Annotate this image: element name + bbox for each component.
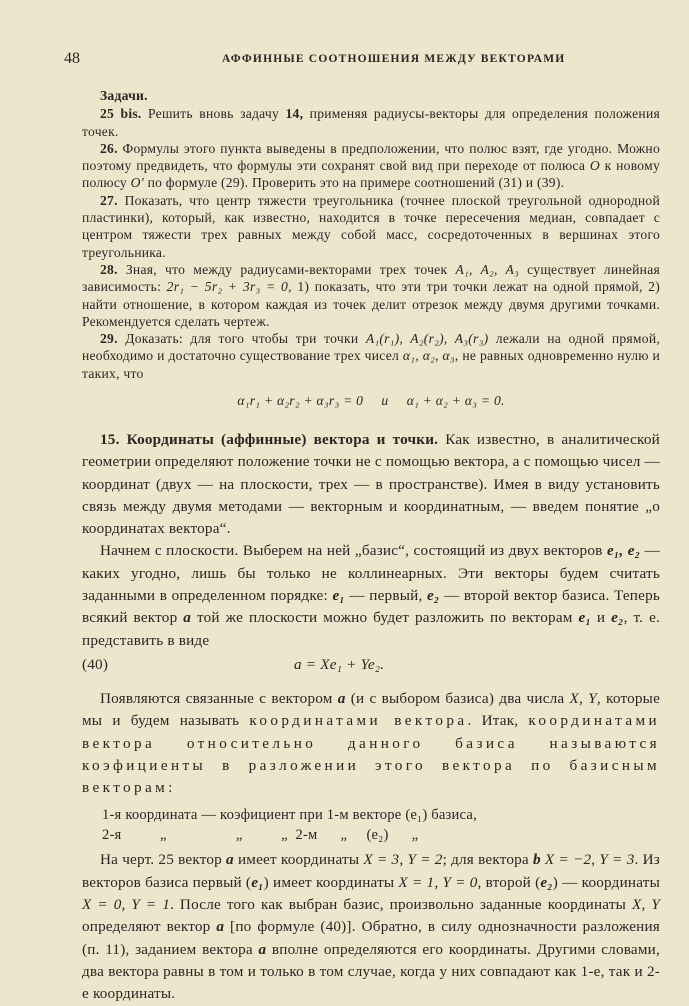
- math: a: [258, 940, 267, 958]
- math: e₁: [251, 873, 264, 891]
- text: (и с выбором базиса) два числа: [345, 689, 570, 707]
- math: a: [337, 689, 346, 707]
- paragraph-coordinates: [82, 688, 660, 799]
- list-item: 1-я координата — коэфициент при 1-м векторе (e₁) базиса,: [102, 807, 477, 824]
- math: X, Y: [569, 689, 597, 707]
- problem-number: 28.: [100, 261, 118, 277]
- paragraph-basis: [82, 540, 660, 651]
- text: Как известно, в аналитической геометрии определяют положение точки не с помощью вектора, а с помощью чисел — координат (двух — на плоскости, трех — в пространстве). Имея в виду установить связь между двумя методами — векторным и координатным, — введем понятие „о координатах вектора“.: [82, 431, 660, 538]
- math: e₂: [426, 587, 440, 605]
- problem-28: [82, 261, 660, 330]
- problem-ref: 14,: [285, 106, 304, 122]
- text: лежали на одной прямой, необходимо и достаточно существование трех чисел: [82, 331, 660, 364]
- math: X = 0, Y = 1: [82, 896, 171, 914]
- text: Решить вновь задачу: [141, 106, 286, 122]
- math: O: [589, 158, 600, 174]
- text: Доказать: для того чтобы три точки: [117, 331, 366, 347]
- text: . Из векторов базиса первый (: [82, 851, 661, 891]
- math: X = 1, Y = 0: [398, 873, 478, 891]
- problem-number: 29.: [100, 331, 118, 347]
- math: 2r₁ − 5r₂ + 3r₃ = 0,: [166, 279, 292, 295]
- text: . После того как выбран базис, произвольно заданные координаты: [170, 896, 632, 914]
- math: e₁, e₂: [606, 542, 641, 560]
- text: , не равных одновременно нулю и таких, что: [82, 348, 660, 381]
- running-title: АФФИННЫЕ СООТНОШЕНИЯ МЕЖДУ ВЕКТОРАМИ: [222, 53, 566, 65]
- formula-problem-29: α₁r₁ + α₂r₂ + α₃r₃ = 0 и α₁ + α₂ + α₃ = 0.: [237, 393, 505, 409]
- spaced-definition: координатами вектора относительно данного базиса называются коэфициенты в разложении этого вектора по базисным векторам:: [82, 712, 661, 797]
- math: A₁(r₁), A₂(r₂), A₃(r₃): [365, 331, 489, 347]
- text: определяют вектор: [82, 918, 217, 936]
- text: , второй (: [477, 873, 541, 891]
- problems-heading: Задачи.: [100, 88, 148, 103]
- math: a: [183, 609, 192, 627]
- math: X = 3, Y = 2: [363, 851, 443, 869]
- page-number: 48: [64, 50, 80, 67]
- problem-26: [82, 140, 660, 192]
- math: O′: [130, 175, 144, 191]
- text: , которые мы и будем называть: [82, 689, 661, 730]
- math: e₂: [611, 609, 624, 627]
- math: A₁, A₂, A₃: [455, 261, 520, 277]
- text: ) — координаты: [552, 873, 661, 891]
- text: существует линейная зависимость:: [82, 261, 660, 295]
- text: — каких угодно, лишь бы только не коллинеарных. Эти векторы будем считать заданными в определенном порядке:: [82, 542, 661, 605]
- text: Зная, что между радиусами-векторами трех точек: [117, 261, 456, 277]
- problem-25bis: [82, 105, 660, 140]
- text: той же плоскости можно будет разложить по векторам: [191, 609, 579, 627]
- text: Показать, что центр тяжести треугольника (точнее плоской треугольной однородной пластинки), который, как известно, находится в точке пересечения медиан, совпадает с центром тяжести трех равных между собой масс, сосредоточенных в вершинах этого треугольника.: [82, 192, 660, 260]
- text: Начнем с плоскости. Выберем на ней „базис“, состоящий из двух векторов: [100, 542, 607, 560]
- math: a: [216, 918, 225, 936]
- text: , т. е. представить в виде: [82, 609, 661, 649]
- math: α₁, α₂, α₃: [402, 348, 455, 364]
- coordinate-list: [102, 805, 660, 845]
- text: к новому полюсу: [82, 158, 660, 191]
- section-intro: [82, 429, 660, 540]
- problem-number: 25 bis.: [100, 106, 142, 122]
- page-header: [64, 50, 660, 70]
- section-title: 15. Координаты (аффинные) вектора и точки.: [100, 431, 439, 448]
- text: — первый,: [344, 587, 427, 605]
- problem-number: 26.: [100, 140, 118, 156]
- text: ; для вектора: [442, 851, 533, 869]
- paragraph-example: [82, 849, 660, 1005]
- text: Появляются связанные с вектором: [100, 689, 338, 707]
- math: e₁: [332, 587, 345, 605]
- problem-29: [82, 330, 660, 382]
- text: и: [590, 609, 612, 627]
- text: — второй вектор базиса. Теперь всякий вектор: [82, 587, 661, 627]
- text: вполне определяются его координаты. Другими словами, два вектора равны в том и только в том случае, когда у них совпадают как 1-е, так и 2-е координаты.: [82, 940, 660, 1003]
- text: На черт. 25 вектор: [100, 851, 227, 869]
- math: e₂: [540, 873, 553, 891]
- text: ) имеет координаты: [263, 873, 399, 891]
- text: Формулы этого пункта выведены в предположении, что полюс взят, где угодно. Можно поэтому предвидеть, что формулы эти сохранят свой вид при переходе от полюса: [82, 140, 660, 174]
- section-15: [82, 429, 660, 1006]
- equation-expression: a = Xe₁ + Ye₂.: [294, 655, 385, 673]
- text: 1) показать, что эти три точки лежат на одной прямой, 2) найти отношение, в котором каждая из точек делит отрезок между двумя другими точками. Рекомендуется сделать чертеж.: [82, 279, 661, 329]
- text: [по формуле (40)]. Обратно, в силу однозначности разложения (п. 11), заданием вектора: [82, 918, 660, 958]
- text: по формуле (29). Проверить это на примере соотношений (31) и (39).: [143, 175, 565, 191]
- spaced-term: координатами вектора: [249, 712, 468, 730]
- math: X = −2, Y = 3: [544, 851, 635, 869]
- problem-27: [82, 192, 660, 261]
- equation-40: [82, 654, 660, 680]
- math: a: [226, 851, 234, 869]
- equation-number: (40): [82, 655, 109, 673]
- text: . Итак,: [467, 712, 529, 730]
- text: имеет координаты: [233, 851, 364, 869]
- problem-number: 27.: [100, 192, 118, 208]
- list-item: 2-я „ „ „ 2-м „ (e₂) „: [102, 827, 419, 844]
- problems-section: [82, 87, 660, 409]
- text: применяя радиусы-векторы для определения положения точек.: [82, 106, 660, 139]
- math: e₁: [578, 609, 591, 627]
- math: b: [532, 851, 541, 869]
- math: X, Y: [631, 896, 660, 914]
